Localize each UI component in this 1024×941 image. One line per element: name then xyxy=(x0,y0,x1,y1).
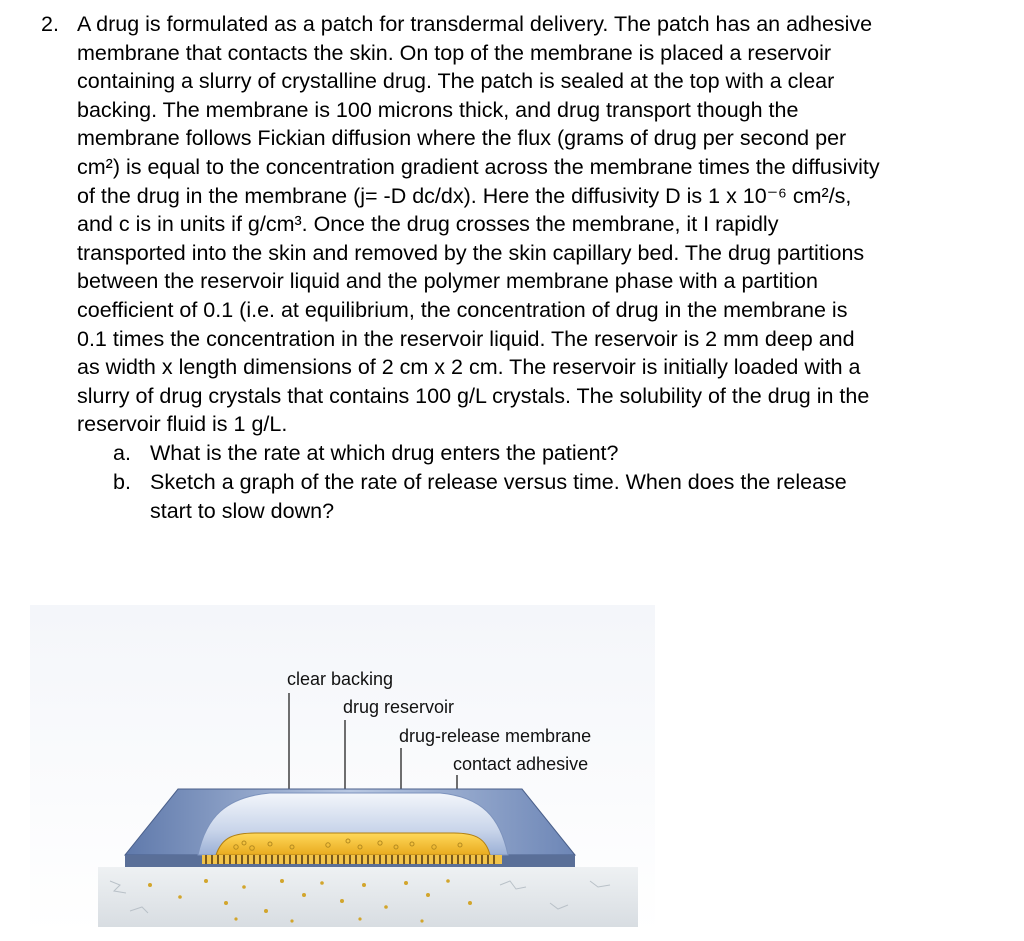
sub-question-line: What is the rate at which drug enters the patient? xyxy=(150,441,619,465)
drug-release-membrane-layer xyxy=(202,855,502,864)
statement-line: slurry of drug crystals that contains 100 g/L crystals. The solubility of the drug in the xyxy=(77,383,870,408)
statement-line: reservoir fluid is 1 g/L. xyxy=(77,412,288,437)
label-contact-adhesive: contact adhesive xyxy=(453,754,589,774)
statement-line: coefficient of 0.1 (i.e. at equilibrium, the concentration of drug in the membrane is xyxy=(77,297,848,322)
label-drug-release-membrane: drug-release membrane xyxy=(399,726,592,746)
statement-line: transported into the skin and removed by the skin capillary bed. The drug partitions xyxy=(77,240,865,265)
statement-line: between the reservoir liquid and the polymer membrane phase with a partition xyxy=(77,269,818,294)
sub-question-letter: a. xyxy=(113,441,131,465)
sub-question-line: start to slow down? xyxy=(150,498,335,523)
problem-number: 2. xyxy=(41,12,59,36)
statement-line: membrane that contacts the skin. On top of the membrane is placed a reservoir xyxy=(77,40,832,65)
statement-line: of the drug in the membrane (j= -D dc/dx). Here the diffusivity D is 1 x 10⁻⁶ cm²/s, xyxy=(77,183,852,208)
statement-line: A drug is formulated as a patch for transdermal delivery. The patch has an adhesive xyxy=(77,12,873,36)
drug-reservoir-layer xyxy=(216,833,490,855)
sub-question-letter: b. xyxy=(113,470,131,494)
label-drug-reservoir: drug reservoir xyxy=(343,697,455,717)
label-clear-backing: clear backing xyxy=(287,669,394,689)
patch-diagram xyxy=(30,585,660,937)
statement-line: backing. The membrane is 100 microns thick, and drug transport though the xyxy=(77,97,799,122)
statement-line: 0.1 times the concentration in the reservoir liquid. The reservoir is 2 mm deep and xyxy=(77,326,855,351)
problem-statement xyxy=(77,10,1017,439)
sub-question-text xyxy=(150,439,619,468)
statement-line: as width x length dimensions of 2 cm x 2 cm. The reservoir is initially loaded with a xyxy=(77,355,861,380)
statement-line: membrane follows Fickian diffusion where the flux (grams of drug per second per xyxy=(77,126,847,151)
sub-question-line: Sketch a graph of the rate of release versus time. When does the release xyxy=(150,470,847,494)
statement-line: containing a slurry of crystalline drug. The patch is sealed at the top with a clear xyxy=(77,69,835,94)
statement-line: cm²) is equal to the concentration gradient across the membrane times the diffusivity xyxy=(77,154,880,179)
sub-question-text xyxy=(150,468,847,525)
statement-line: and c is in units if g/cm³. Once the drug crosses the membrane, it I rapidly xyxy=(77,212,779,237)
